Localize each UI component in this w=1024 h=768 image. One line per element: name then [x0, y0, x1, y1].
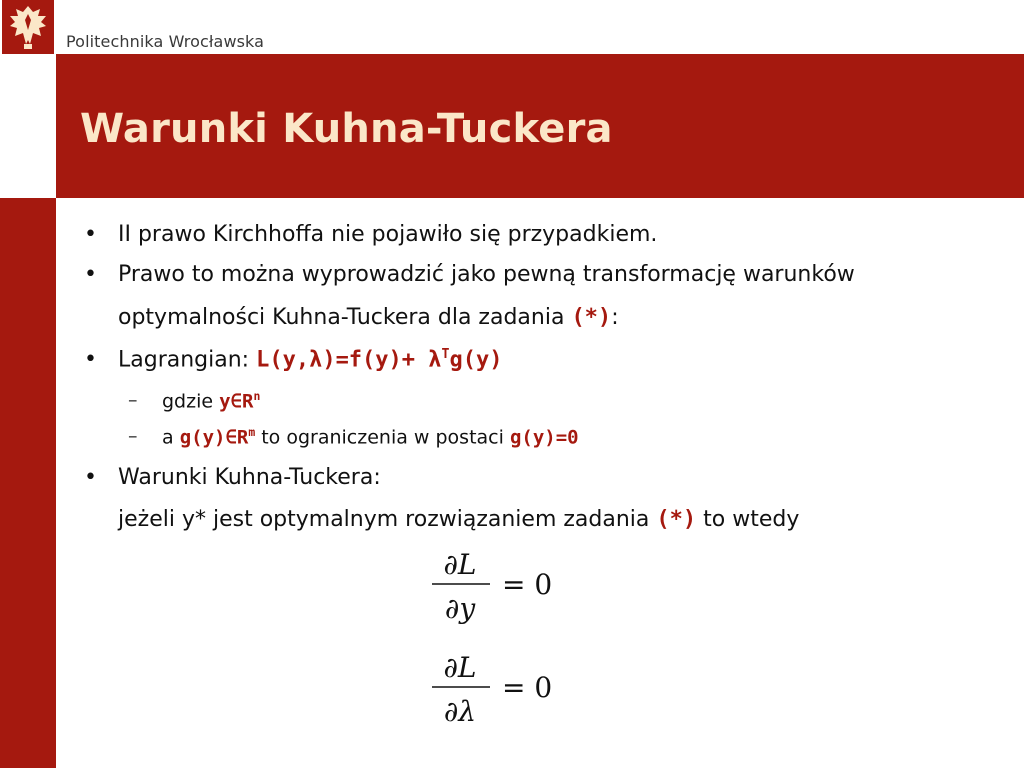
sub-item-2-sup: m: [248, 425, 256, 439]
bullet-text-2-line-1: Prawo to można wyprowadzić jako pewną transformację warunków: [118, 262, 855, 287]
slide-title: Warunki Kuhna-Tuckera: [80, 106, 613, 152]
sub-item-2-code-2: g(y)=0: [509, 426, 579, 449]
bullet-2-text: optymalności Kuhna-Tuckera dla zadania: [118, 305, 572, 330]
sub-item-1-text: gdzie: [162, 390, 220, 413]
formula-1-rhs: = 0: [502, 568, 553, 601]
formula-2-rhs: = 0: [502, 671, 553, 704]
formula-2-numerator: ∂L: [443, 651, 477, 684]
bullet-text-4-line-2: [118, 507, 799, 532]
lagrangian-label: Lagrangian:: [118, 347, 257, 373]
formula-1-denominator: ∂y: [444, 592, 476, 625]
problem-ref-code-2: (*): [656, 507, 697, 532]
dash-marker-2: –: [128, 425, 138, 447]
lagrangian-formula-part-1: L(y,λ)=f(y)+ λ: [256, 347, 442, 373]
formula-dl-dlambda: [420, 645, 570, 735]
bullet-text-1: II prawo Kirchhoffa nie pojawiło się przypadkiem.: [118, 222, 658, 247]
dash-marker-1: –: [128, 389, 138, 411]
bullet-2-colon: :: [611, 305, 619, 330]
lagrangian-transpose-sup: T: [441, 347, 450, 362]
sub-item-2-text-2: to ograniczenia w postaci: [255, 426, 510, 449]
bullet-marker-1: •: [84, 222, 97, 247]
bullet-text-3: [118, 347, 502, 372]
sub-item-1: [162, 389, 260, 412]
sub-item-1-code: y∈R: [219, 390, 254, 413]
sub-item-2-code-1: g(y)∈R: [179, 426, 249, 449]
sub-item-2-text-1: a: [162, 426, 180, 449]
bullet-text-4: Warunki Kuhna-Tuckera:: [118, 465, 381, 490]
lagrangian-formula-part-2: g(y): [449, 347, 503, 373]
bullet-marker-3: •: [84, 347, 97, 372]
formula-1-numerator: ∂L: [443, 548, 477, 581]
formula-dl-dy: [420, 542, 570, 632]
bullet-4-text-a: jeżeli y* jest optymalnym rozwiązaniem zadania: [118, 507, 657, 532]
bullet-marker-4: •: [84, 465, 97, 490]
bullet-marker-2: •: [84, 262, 97, 287]
sub-item-1-sup: n: [253, 389, 261, 403]
bullet-text-2-line-2: [118, 305, 619, 330]
formula-2-denominator: ∂λ: [443, 695, 477, 728]
sub-item-2: [162, 425, 579, 448]
bullet-4-text-b: to wtedy: [696, 507, 800, 532]
problem-ref-code: (*): [571, 305, 612, 330]
institution-name: Politechnika Wrocławska: [66, 32, 265, 51]
